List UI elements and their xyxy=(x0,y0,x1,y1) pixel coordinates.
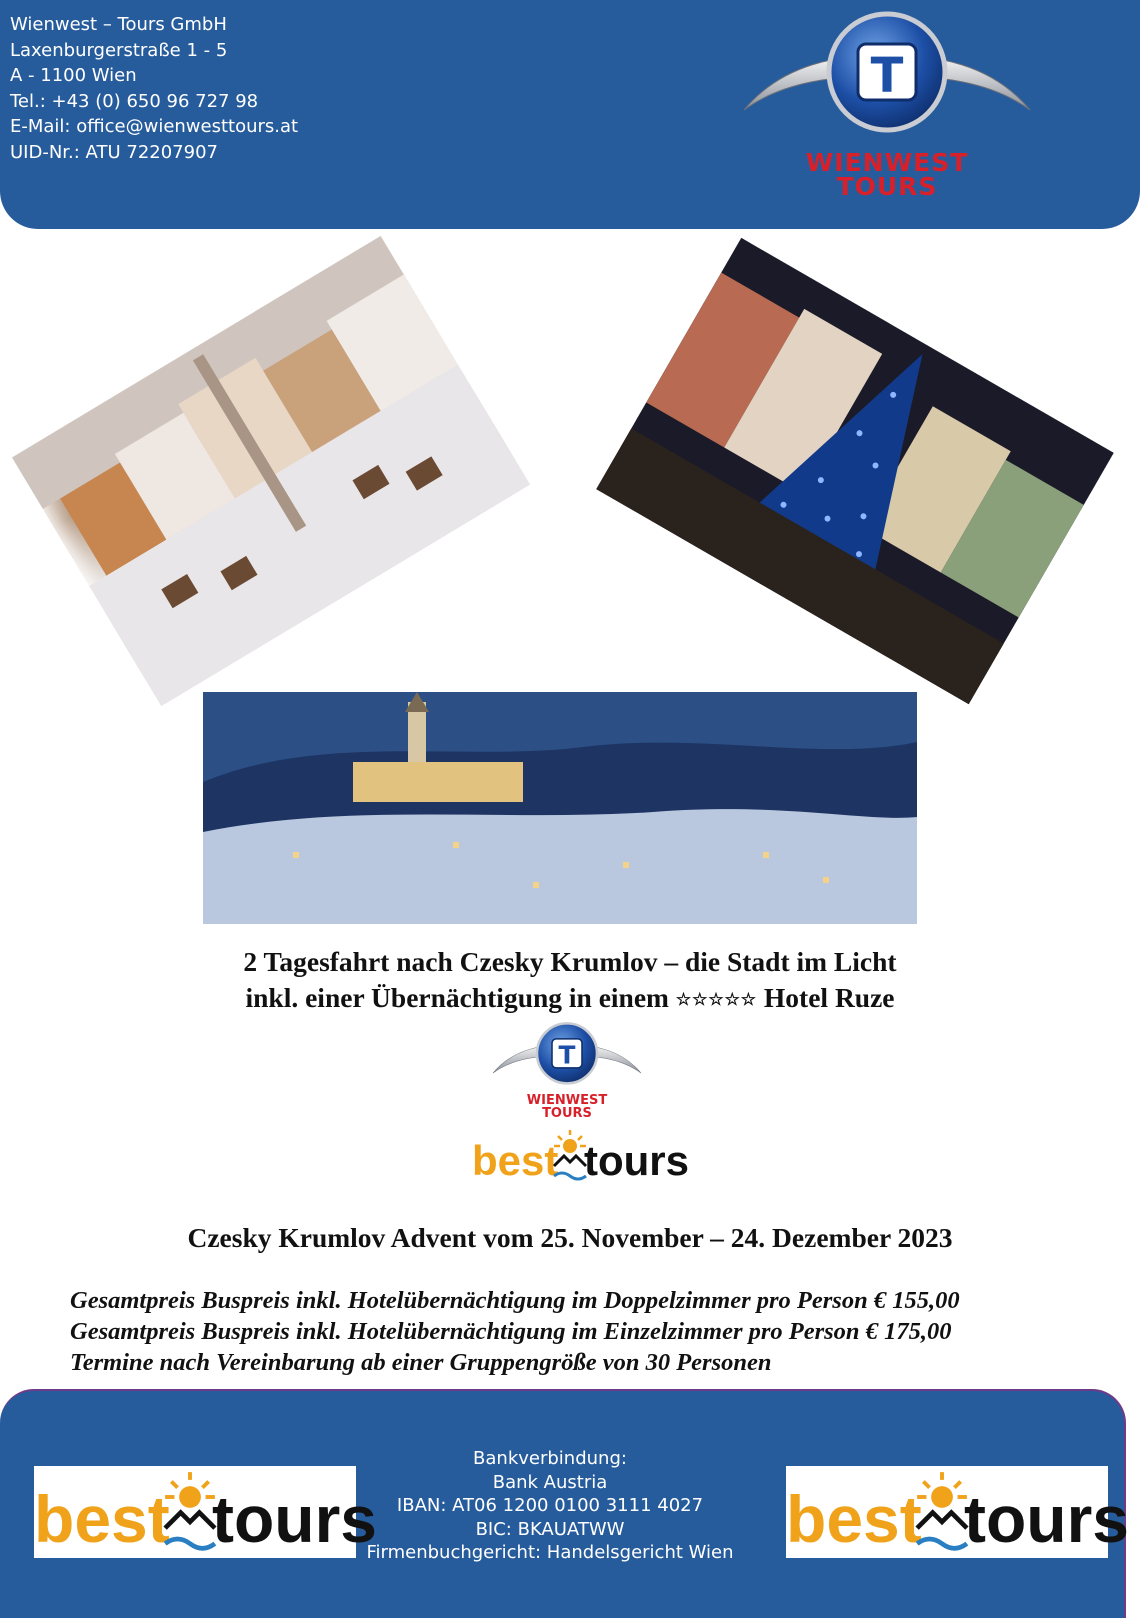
bestours-logo-footer-left xyxy=(34,1466,377,1558)
wienwest-t-letter: T xyxy=(558,1040,576,1070)
bank-bic: BIC: BKAUATWW xyxy=(475,1518,625,1540)
sun-wave-icon xyxy=(914,1468,970,1554)
price-double-room: Gesamtpreis Buspreis inkl. Hotelübernächtigung im Doppelzimmer pro Person € 155,00 xyxy=(70,1287,960,1314)
company-info xyxy=(10,12,298,165)
company-email: E-Mail: office@wienwesttours.at xyxy=(10,116,299,137)
bestours-best-text: best xyxy=(472,1137,559,1184)
commercial-court: Firmenbuchgericht: Handelsgericht Wien xyxy=(366,1542,734,1563)
price-single-room: Gesamtpreis Buspreis inkl. Hotelübernächtigung im Einzelzimmer pro Person € 175,00 xyxy=(70,1318,952,1345)
company-street: Laxenburgerstraße 1 - 5 xyxy=(10,39,228,61)
bank-iban: IBAN: AT06 1200 0100 3111 4027 xyxy=(396,1495,704,1516)
photo-krumlov-panorama xyxy=(203,692,917,924)
bestours-best-text: best xyxy=(786,1482,922,1556)
hotel-stars: ☆☆☆☆☆ xyxy=(675,990,758,1009)
bestours-logo-footer-right xyxy=(786,1466,1129,1558)
wienwest-logo-word-2: TOURS xyxy=(836,172,938,201)
bank-name: Bank Austria xyxy=(492,1471,608,1493)
bestours-tours-text: tours xyxy=(584,1137,689,1184)
wienwest-logo-word-1: WIENWEST xyxy=(805,148,969,177)
sun-wave-icon xyxy=(162,1468,218,1554)
price-list xyxy=(70,1285,960,1378)
hotel-name: Hotel Ruze xyxy=(763,982,895,1013)
group-size-note: Termine nach Vereinbarung ab einer Gruppengröße von 30 Personen xyxy=(70,1349,772,1376)
header-banner xyxy=(0,0,1140,229)
wienwest-logo-center xyxy=(492,1018,642,1120)
bestours-tours-text: tours xyxy=(964,1482,1129,1556)
advent-dates-heading: Czesky Krumlov Advent vom 25. November – 24. Dezember 2023 xyxy=(187,1222,953,1253)
bank-details xyxy=(350,1447,750,1565)
wienwest-emblem-icon xyxy=(742,4,1032,154)
company-name: Wienwest – Tours GmbH xyxy=(10,14,227,35)
wienwest-t-letter: T xyxy=(870,48,904,104)
tour-title-text: inkl. einer Übernächtigung in einem xyxy=(245,982,669,1013)
company-vat-id: UID-Nr.: ATU 72207907 xyxy=(10,141,218,163)
tour-title-line-1: 2 Tagesfahrt nach Czesky Krumlov – die Stadt im Licht xyxy=(243,946,897,977)
bestours-tours-text: tours xyxy=(212,1482,377,1556)
wienwest-logo-header xyxy=(742,4,1032,200)
company-phone: Tel.: +43 (0) 650 96 727 98 xyxy=(10,90,259,112)
photo-christmas-tree-night xyxy=(596,238,1113,704)
company-city: A - 1100 Wien xyxy=(10,65,137,86)
tour-title-line-2 xyxy=(0,982,1140,1014)
photo-snowy-town-square xyxy=(12,236,530,706)
wienwest-logo-word-1: WIENWEST xyxy=(526,1093,608,1108)
bank-heading: Bankverbindung: xyxy=(473,1448,627,1469)
bestours-best-text: best xyxy=(34,1482,170,1556)
sun-wave-icon xyxy=(552,1128,588,1182)
wienwest-logo-word-2: TOURS xyxy=(542,1106,592,1121)
bestours-logo-center xyxy=(472,1128,689,1184)
wienwest-emblem-icon xyxy=(492,1018,642,1096)
